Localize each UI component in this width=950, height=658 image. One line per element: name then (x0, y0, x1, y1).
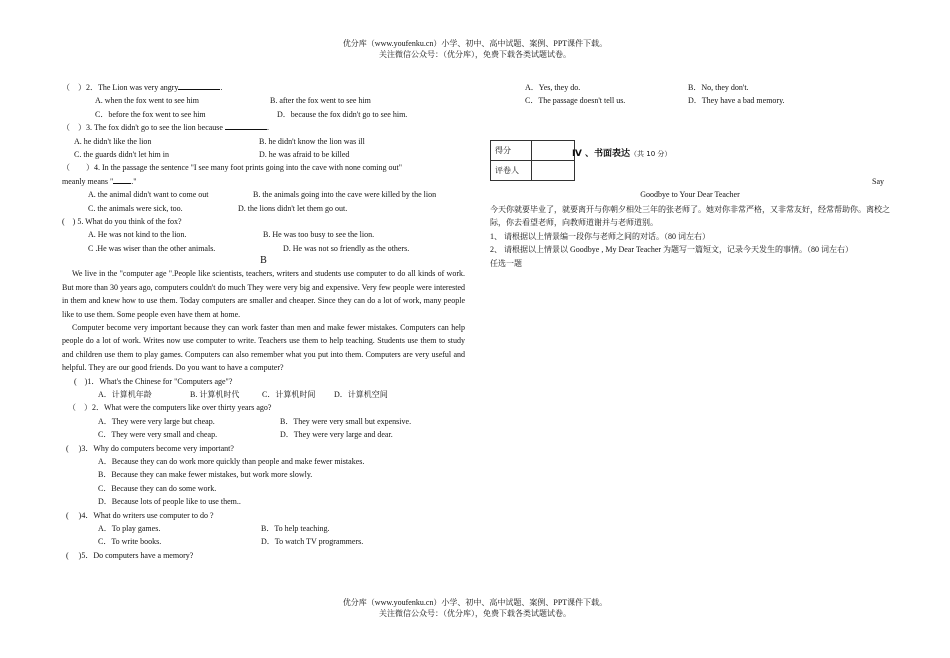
option-c[interactable]: C．To write books. (98, 537, 162, 547)
option-c[interactable]: C．The passage doesn't tell us. (525, 96, 626, 106)
answer-blank[interactable] (225, 121, 267, 130)
question-a5 (62, 215, 465, 228)
option-b[interactable]: B. 计算机时代 (190, 389, 240, 399)
option-d[interactable]: D. He was not so friendly as the others. (283, 243, 410, 253)
writing-task-2: 2、 请根据以上情景以 Goodbye , My Dear Teacher 为题写一篇短文，记录今天发生的事情。（80 词左右） (490, 245, 854, 255)
section-b-heading: B (260, 255, 267, 267)
question-b5 (62, 549, 465, 562)
score-box[interactable] (532, 141, 575, 161)
options-row (62, 242, 465, 255)
option-d[interactable]: D. he was afraid to be killed (259, 150, 350, 160)
option-c-row[interactable]: C．Because they can do some work. (98, 483, 217, 493)
question-stem: ( ) 5. What do you think of the fox? (62, 217, 182, 227)
option-a[interactable]: A. He was not kind to the lion. (88, 230, 187, 240)
writing-choose: 任选一题 (490, 258, 522, 268)
options-row (62, 135, 465, 148)
section-title-text: Ⅳ 、书面表达 (572, 149, 631, 159)
question-stem: meanly means " (62, 176, 114, 186)
question-stem: （ ）2．The Lion was very angry (62, 83, 179, 92)
writing-task-1: 1、 请根据以上情景编一段你与老师之间的对话。（80 词左右） (490, 231, 710, 241)
option-d[interactable]: D．because the fox didn't go to see him. (277, 109, 408, 119)
footer-line-1: 优分库（www.youfenku.cn）小学、初中、高中试题、案例、PPT课件下载。 (342, 598, 608, 607)
question-stem: ( )4．What do writers use computer to do ? (66, 510, 214, 520)
header-line-2: 关注微信公众号：（优分库），免费下载各类试题试卷。 (379, 50, 571, 59)
option-b[interactable]: B. He was too busy to see the lion. (263, 230, 375, 240)
option-d[interactable]: D．They were very large and dear. (280, 430, 393, 440)
right-column-options (525, 81, 885, 108)
option-c[interactable]: C．before the fox went to see him (95, 109, 206, 119)
options-row (62, 388, 465, 401)
options-row (62, 108, 465, 121)
option-a[interactable]: A．They were very large but cheap. (98, 416, 215, 426)
option-b[interactable]: B. the animals going into the cave were killed by the lion (253, 190, 437, 200)
option-b[interactable]: B．They were very small but expensive. (280, 416, 412, 426)
section-title (572, 146, 671, 159)
header-line-1: 优分库（www.youfenku.cn）小学、初中、高中试题、案例、PPT课件下载。 (342, 39, 608, 48)
option-a[interactable]: A．计算机年龄 (98, 389, 152, 399)
option-b[interactable]: B．To help teaching. (261, 524, 330, 533)
writing-instructions (490, 203, 890, 270)
passage-paragraph-2: Computer become very important because they can work faster than men and make fewer mistakes. Computers can help people do a lot of work. Writes now use computer to write. Teachers use them to help teaching. Students use them to study and children use them to play games. Computers can also remember what you put into them. Computers are very useful and helpful. They are our good friends. Do you want to have a computer? (62, 322, 465, 373)
passage-paragraph-1: We live in the "computer age ".People like scientists, teachers, writers and students use computer to do all kinds of work. But more than 30 years ago, computers couldn't do much They were very big and expensive. Very few people were interested in them and knew how to use them. Today computers are smaller and cheaper. Since they can do a lot of work, many people like to use them. Some people even have them at home. (62, 269, 465, 319)
question-stem: ( )5．Do computers have a memory? (66, 550, 194, 560)
question-b2 (62, 401, 465, 414)
options-row (62, 535, 465, 548)
option-d[interactable]: D．计算机空间 (334, 389, 388, 399)
option-b-row[interactable]: B．Because they can make fewer mistakes, but work more slowly. (98, 470, 313, 480)
options-row (62, 148, 465, 161)
option-c[interactable]: C．They were very small and cheap. (98, 430, 218, 440)
options-row (62, 522, 465, 535)
answer-blank[interactable] (178, 81, 220, 90)
left-column (62, 81, 465, 562)
option-d[interactable]: D．To watch TV programmers. (261, 537, 364, 547)
answer-blank[interactable] (113, 175, 131, 184)
options-row (62, 202, 465, 215)
options-row (525, 81, 885, 94)
question-stem: （ ）3. The fox didn't go to see the lion because (62, 123, 223, 133)
options-row (62, 188, 465, 201)
option-c[interactable]: C. the animals were sick, too. (88, 203, 183, 213)
footer-line-2: 关注微信公众号：（优分库），免费下载各类试题试卷。 (379, 609, 571, 618)
grader-label: 评卷人 (491, 161, 532, 181)
page-header (0, 38, 950, 60)
question-stem: （ ）2．What were the computers like over thirty years ago? (68, 403, 272, 413)
question-b3 (62, 442, 465, 455)
option-d[interactable]: D. the lions didn't let them go out. (238, 203, 348, 213)
option-a[interactable]: A. when the fox went to see him (95, 96, 199, 106)
option-a[interactable]: A．Yes, they do. (525, 83, 581, 92)
option-c[interactable]: C．计算机时间 (262, 389, 316, 399)
option-a[interactable]: A. the animal didn't want to come out (88, 190, 209, 200)
score-table (490, 140, 575, 181)
question-stem: ( )3．Why do computers become very important? (66, 443, 234, 453)
option-a[interactable]: A．To play games. (98, 524, 161, 533)
question-a4 (62, 161, 465, 174)
section-points: （共 10 分） (630, 150, 672, 158)
question-a2: （ ）2．The Lion was very angry . (62, 83, 223, 92)
option-b[interactable]: B. he didn't know the lion was ill (259, 136, 365, 146)
question-b4 (62, 509, 465, 522)
options-row (62, 415, 465, 428)
question-a3: （ ）3. The fox didn't go to see the lion because . (62, 123, 269, 133)
question-a4-cont (62, 175, 465, 188)
grader-box[interactable] (532, 161, 575, 181)
options-row (525, 94, 885, 107)
writing-topic-title: Goodbye to Your Dear Teacher (640, 190, 740, 199)
page-footer (0, 597, 950, 619)
option-b[interactable]: B．No, they don't. (688, 83, 749, 92)
question-stem: ." (131, 176, 137, 186)
writing-intro: 今天你就要毕业了，就要离开与你朝夕相处三年的张老师了。她对你非常严格，又非常友好，经常帮助你。离校之际，你去看望老师，向教师道谢并与老师道别。 (490, 205, 890, 228)
option-d-row[interactable]: D．Because lots of people like to use them.. (98, 497, 241, 507)
question-stem: （ ）4. In the passage the sentence "I see many foot prints going into the cave with none coming out" (62, 163, 403, 173)
question-stem: ( )1．What's the Chinese for "Computers age"? (74, 376, 233, 386)
options-row (62, 228, 465, 241)
say-label: Say (872, 177, 884, 186)
reading-passage (62, 267, 465, 374)
option-c[interactable]: C .He was wiser than the other animals. (88, 243, 216, 253)
score-label: 得分 (491, 141, 532, 161)
option-b[interactable]: B. after the fox went to see him (270, 96, 371, 106)
question-b1 (62, 375, 465, 388)
options-row (62, 428, 465, 441)
option-c[interactable]: C. the guards didn't let him in (74, 150, 169, 160)
option-d[interactable]: D．They have a bad memory. (688, 96, 785, 106)
option-a-row[interactable]: A．Because they can do work more quickly than people and make fewer mistakes. (98, 456, 365, 466)
option-a[interactable]: A. he didn't like the lion (74, 136, 152, 146)
options-row (62, 94, 465, 107)
